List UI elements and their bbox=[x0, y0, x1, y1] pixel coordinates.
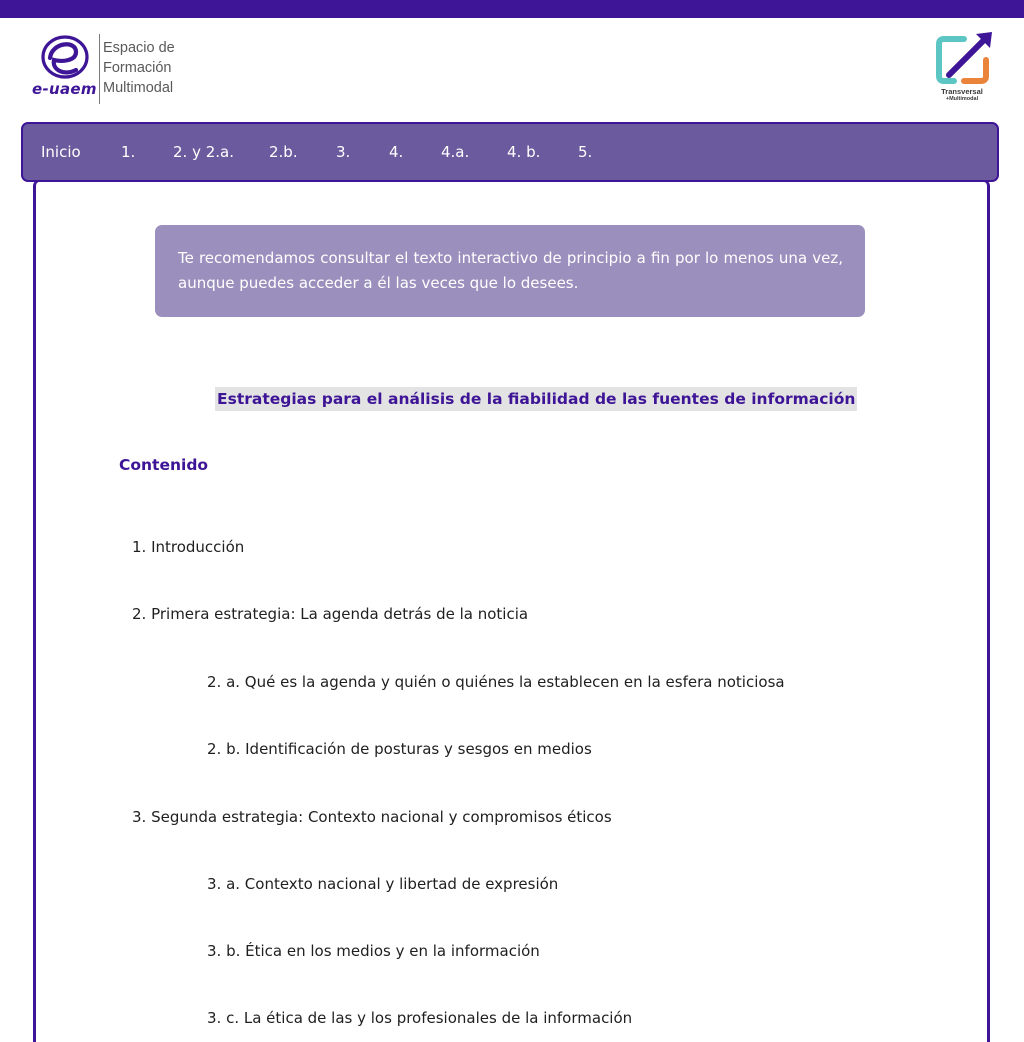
toc-item-2[interactable]: 2. Primera estrategia: La agenda detrás de la noticia bbox=[132, 605, 529, 623]
brand-word: e-uaem bbox=[32, 80, 97, 98]
toc-item-3c[interactable]: 3. c. La ética de las y los profesionales de la información bbox=[207, 1009, 633, 1027]
toc-item-3b[interactable]: 3. b. Ética en los medios y en la información bbox=[207, 942, 540, 960]
nav-item-2b[interactable]: 2.b. bbox=[269, 143, 298, 161]
transversal-multimodal-logo[interactable] bbox=[930, 30, 996, 106]
brand-line-2: Formación bbox=[103, 60, 172, 76]
toc-item-2b[interactable]: 2. b. Identificación de posturas y sesgos en medios bbox=[207, 740, 592, 758]
logo-tag-transversal: Transversal bbox=[941, 87, 983, 96]
nav-item-1[interactable]: 1. bbox=[121, 143, 136, 161]
transversal-arrow-icon bbox=[930, 30, 996, 88]
nav-item-4[interactable]: 4. bbox=[389, 143, 404, 161]
nav-item-inicio[interactable]: Inicio bbox=[41, 143, 81, 161]
content-heading: Contenido bbox=[119, 456, 209, 474]
brand-lines bbox=[103, 38, 175, 98]
nav-item-3[interactable]: 3. bbox=[336, 143, 351, 161]
toc-item-3a[interactable]: 3. a. Contexto nacional y libertad de expresión bbox=[207, 875, 559, 893]
nav-item-5[interactable]: 5. bbox=[578, 143, 593, 161]
nav-item-4b[interactable]: 4. b. bbox=[507, 143, 541, 161]
nav-item-4a[interactable]: 4.a. bbox=[441, 143, 470, 161]
recommendation-notice: Te recomendamos consultar el texto interactivo de principio a fin por lo menos una vez, aunque puedes acceder a él las veces que lo desees. bbox=[155, 225, 865, 317]
logo-divider bbox=[99, 34, 100, 104]
nav-item-2-2a[interactable]: 2. y 2.a. bbox=[173, 143, 234, 161]
brand-line-3: Multimodal bbox=[103, 80, 174, 96]
logo-tag-multimodal: +Multimodal bbox=[945, 96, 979, 102]
page-title: Estrategias para el análisis de la fiabilidad de las fuentes de información bbox=[215, 387, 857, 411]
toc-item-2a[interactable]: 2. a. Qué es la agenda y quién o quiénes la establecen en la esfera noticiosa bbox=[207, 673, 785, 691]
main-navigation bbox=[21, 122, 999, 182]
toc-item-3[interactable]: 3. Segunda estrategia: Contexto nacional y compromisos éticos bbox=[132, 808, 612, 826]
e-uaem-logo[interactable] bbox=[32, 34, 182, 100]
toc-item-1[interactable]: 1. Introducción bbox=[132, 538, 245, 556]
top-accent-bar bbox=[0, 0, 1024, 18]
brand-line-1: Espacio de bbox=[103, 40, 175, 56]
